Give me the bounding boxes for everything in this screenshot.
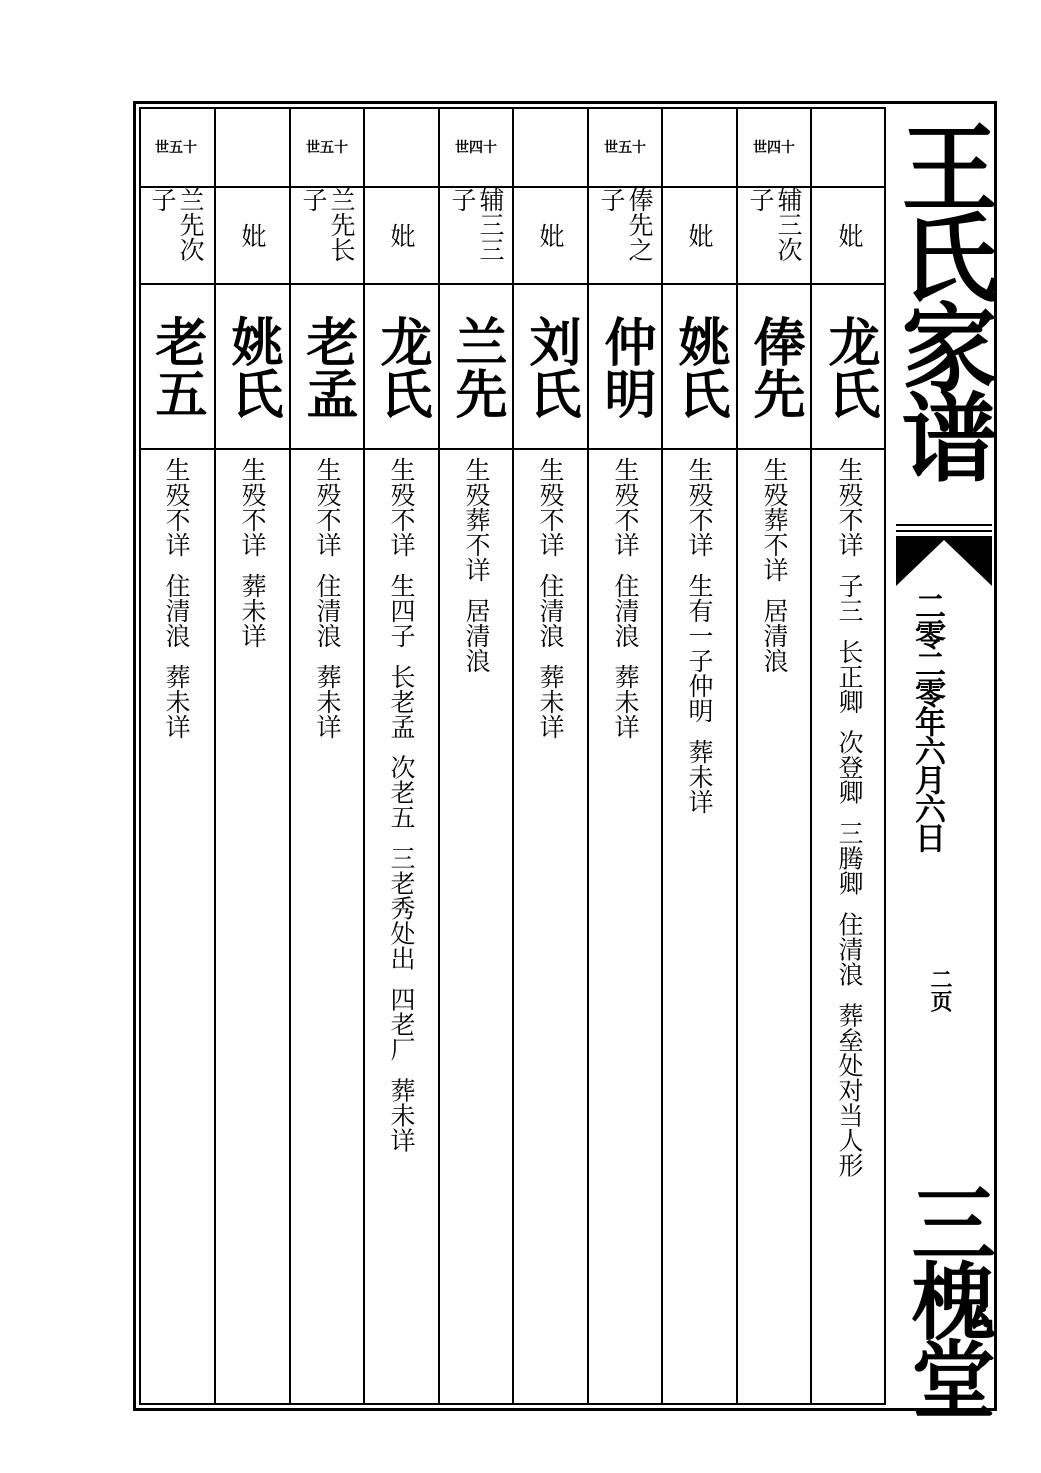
person-name: 老孟 [297, 314, 358, 419]
genealogy-column [363, 107, 437, 1405]
page-number: 二页 [927, 968, 953, 1012]
person-note: 生殁不详 生有一子仲明 葬未详 [685, 457, 714, 814]
person-note: 生殁不详 生四子 长老孟 次老五 三老秀处出 四老厂 葬未详 [387, 457, 416, 1153]
genealogy-column [289, 107, 363, 1405]
relation-label: 兰先长子 [299, 187, 356, 262]
title-panel [886, 118, 999, 478]
person-note: 生殁不详 住清浪 葬未详 [611, 457, 640, 739]
generation-label [216, 107, 288, 187]
generation-label: 世五十 [155, 140, 197, 156]
relation-label: 兰先次子 [148, 187, 205, 262]
generation-label: 世四十 [455, 140, 497, 156]
genealogy-column [139, 107, 213, 1405]
generation-label [812, 107, 886, 187]
generation-label: 世五十 [306, 140, 348, 156]
person-name: 仲明 [595, 314, 656, 419]
generation-label [514, 107, 586, 187]
genealogy-column [810, 107, 886, 1405]
relation-label: 辅三三子 [448, 187, 505, 262]
relation-label: 妣 [238, 223, 267, 248]
generation-label [663, 107, 735, 187]
title-rule [896, 530, 992, 532]
relation-label: 辅三次子 [746, 187, 803, 262]
genealogy-column [661, 107, 735, 1405]
person-note: 生殁不详 住清浪 葬未详 [536, 457, 565, 739]
person-note: 生殁不详 住清浪 葬未详 [313, 457, 342, 739]
person-name: 姚氏 [669, 314, 730, 419]
genealogy-column [512, 107, 586, 1405]
relation-label: 妣 [685, 223, 714, 248]
person-name: 姚氏 [222, 314, 283, 419]
person-name: 刘氏 [520, 314, 581, 419]
person-name: 俸先 [744, 314, 805, 419]
person-name: 龙氏 [819, 314, 880, 419]
person-note: 生殁葬不详 居清浪 [462, 457, 491, 673]
genealogy-column [438, 107, 512, 1405]
person-note: 生殁不详 住清浪 葬未详 [162, 457, 191, 739]
person-name: 龙氏 [371, 314, 432, 419]
person-note: 生殁葬不详 居清浪 [760, 457, 789, 673]
person-name: 兰先 [446, 314, 507, 419]
genealogy-column [736, 107, 810, 1405]
person-note: 生殁不详 葬未详 [238, 457, 267, 648]
title-rule [896, 524, 992, 526]
chevron-ornament [896, 536, 992, 592]
person-name: 老五 [146, 314, 207, 419]
genealogy-column [214, 107, 288, 1405]
hall-name: 三槐堂 [898, 1180, 997, 1414]
date-label: 二零二零年六月六日 [909, 590, 945, 851]
relation-label: 俸先之子 [597, 187, 654, 262]
relation-label: 妣 [387, 223, 416, 248]
genealogy-column [587, 107, 661, 1405]
page-title: 王氏家谱 [886, 118, 999, 478]
person-note: 生殁不详 子三 长正卿 次登卿 三腾卿 住清浪 葬垒处对当人形 [835, 457, 864, 1178]
generation-label: 世五十 [604, 140, 646, 156]
relation-label: 妣 [835, 223, 864, 248]
relation-label: 妣 [536, 223, 565, 248]
generation-label [365, 107, 437, 187]
generation-label: 世四十 [753, 140, 795, 156]
